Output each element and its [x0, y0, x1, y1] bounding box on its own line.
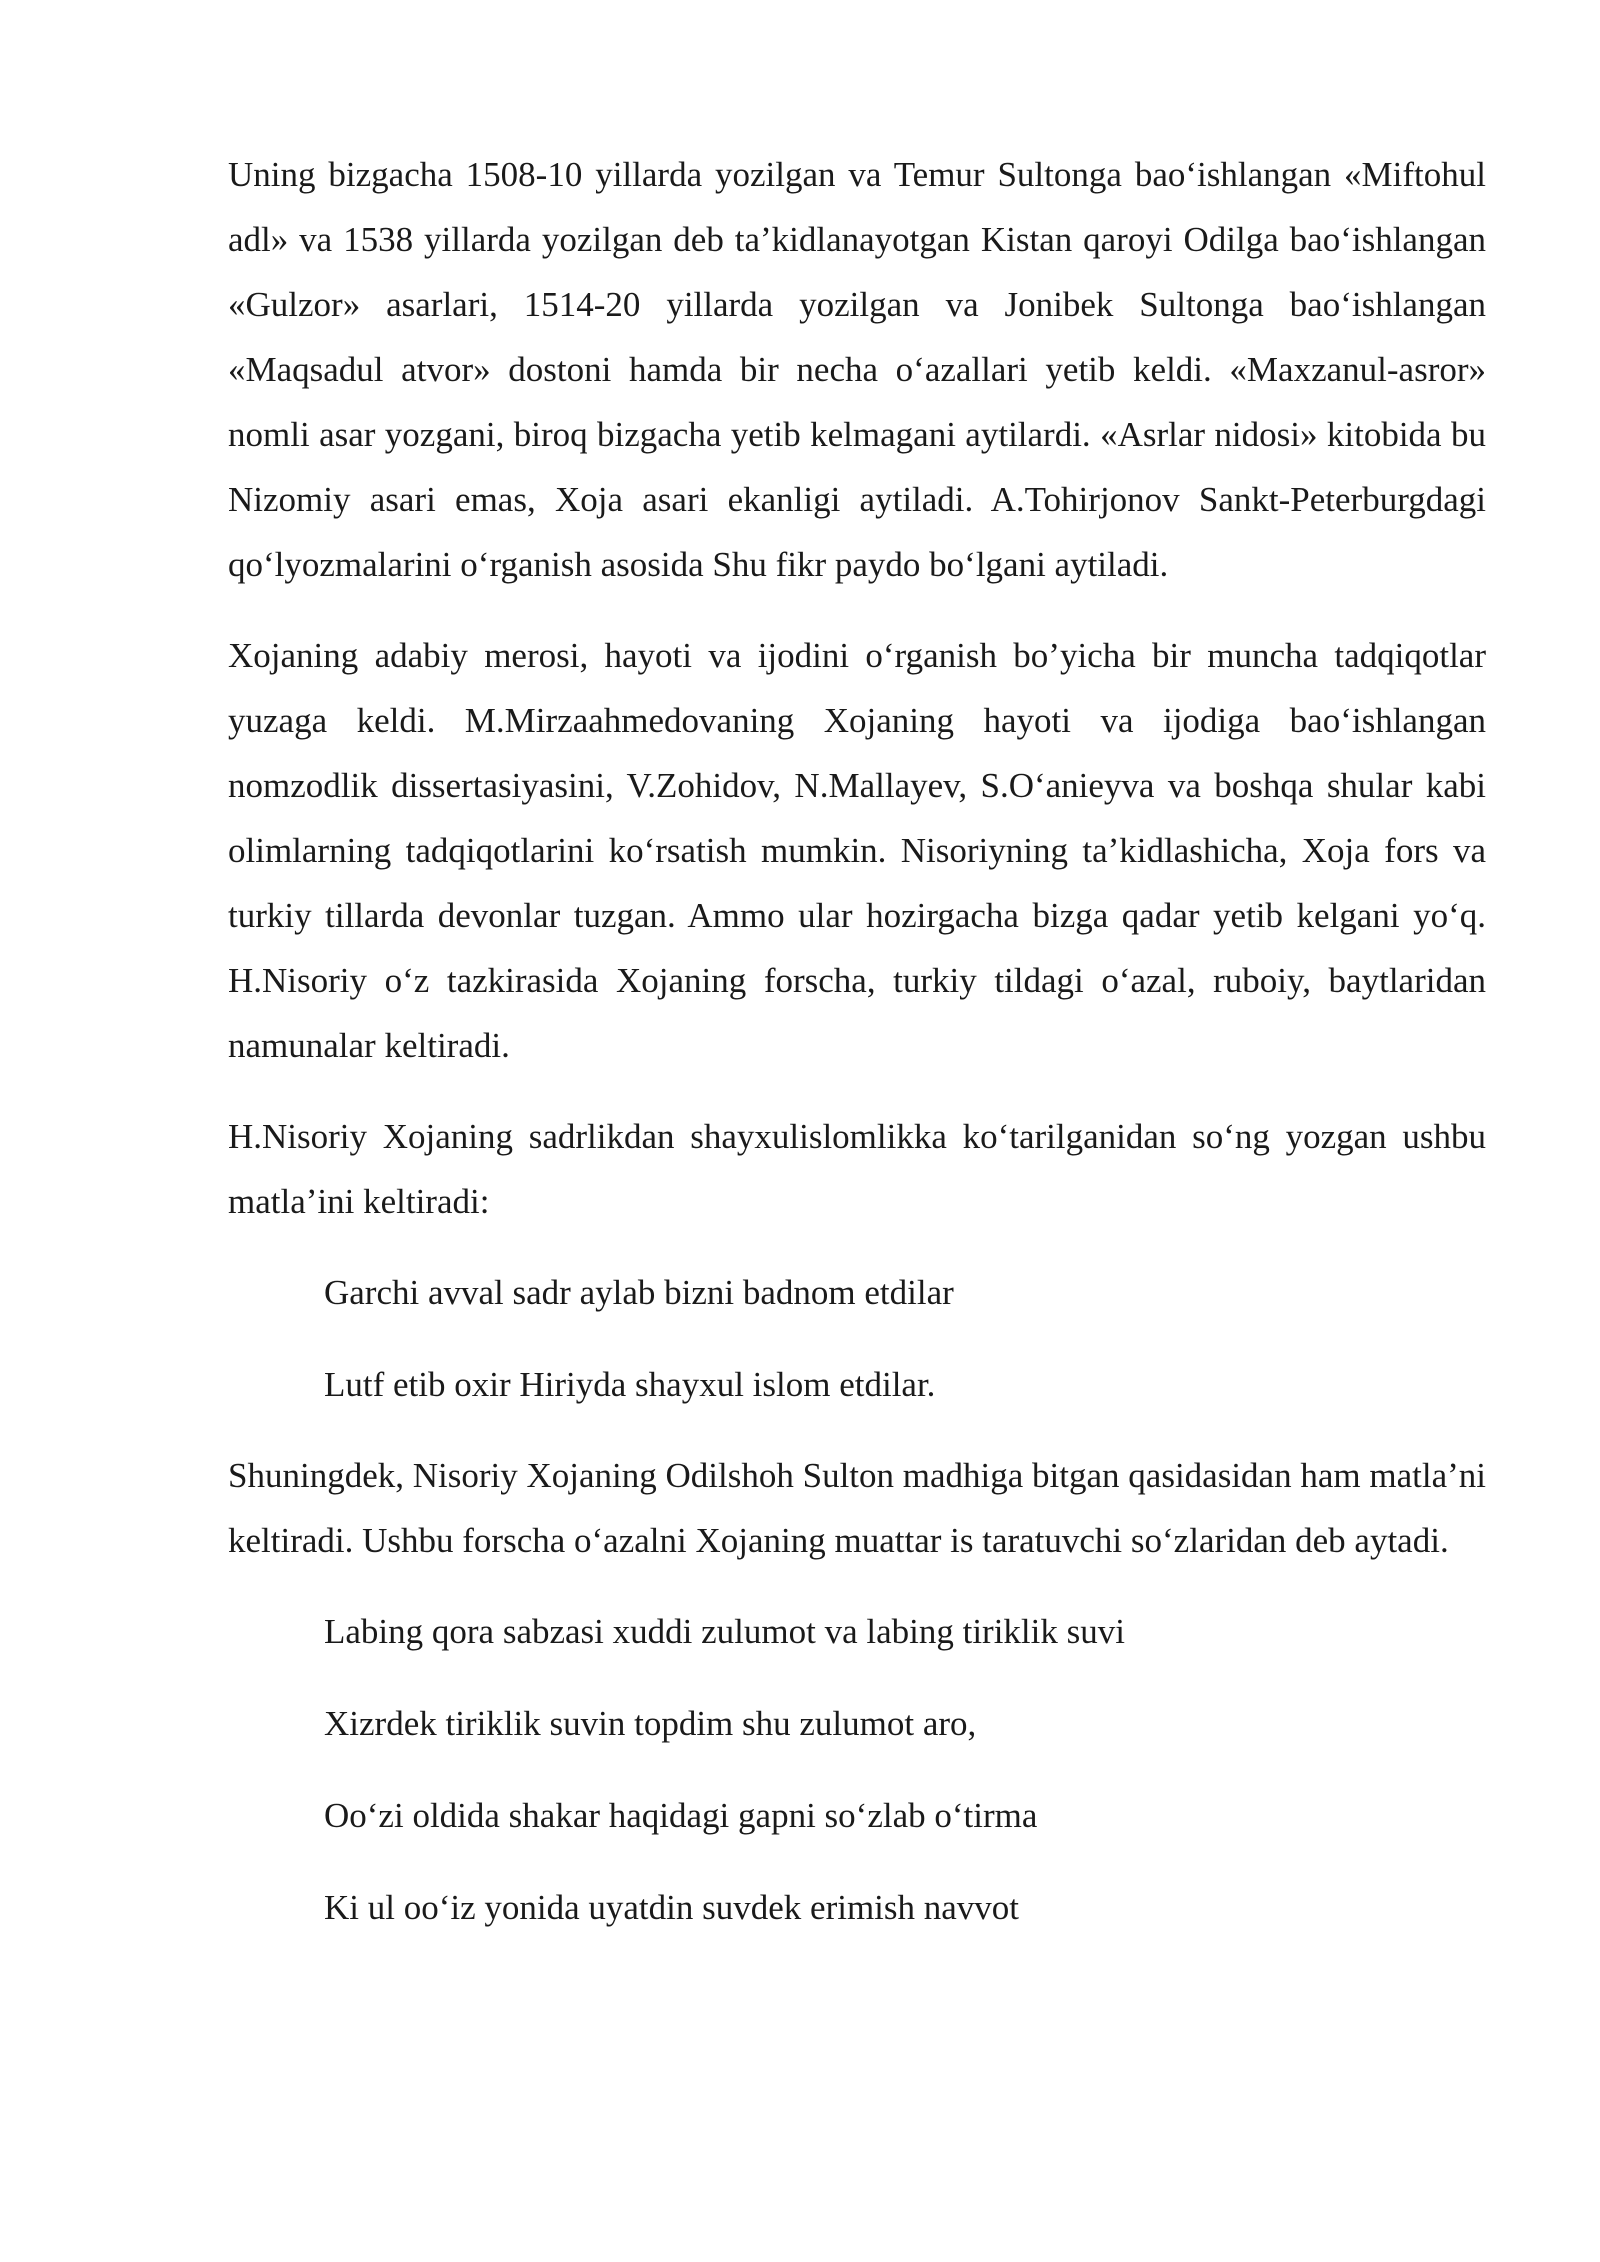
document-page [228, 142, 1486, 1940]
paragraph-2: Xojaning adabiy merosi, hayoti va ijodini oʻrganish bo’yicha bir muncha tadqiqotlar yuzaga keldi. M.Mirzaahmedovaning Xojaning hayoti va ijodiga baoʻishlangan nomzodlik dissertasiyasini, V.Zohidov, N.Mallayev, S.Oʻanieyva va boshqa shular kabi olimlarning tadqiqotlarini koʻrsatish mumkin. Nisoriyning taʼkidlashicha, Xoja fors va turkiy tillarda devonlar tuzgan. Ammo ular hozirgacha bizga qadar yetib kelgani yoʻq. H.Nisoriy oʻz tazkirasida Xojaning forscha, turkiy tildagi oʻazal, ruboiy, baytlaridan namunalar keltiradi. [228, 636, 1486, 1065]
verse-line: Ooʻzi oldida shakar haqidagi gapni soʻzlab oʻtirma [324, 1796, 1038, 1835]
paragraph-3: H.Nisoriy Xojaning sadrlikdan shayxulislomlikka koʻtarilganidan soʻng yozgan ushbu matlaʼini keltiradi: [228, 1117, 1486, 1221]
verse-line: Ki ul ooʻiz yonida uyatdin suvdek erimish navvot [324, 1888, 1020, 1927]
verse-line: Xizrdek tiriklik suvin topdim shu zulumot aro, [324, 1704, 977, 1743]
verse-block-2 [228, 1599, 1486, 1940]
paragraph-1: Uning bizgacha 1508-10 yillarda yozilgan va Temur Sultonga baoʻishlangan «Miftohul adl» va 1538 yillarda yozilgan deb taʼkidlanayotgan Kistan qaroyi Odilga baoʻishlangan «Gulzor» asarlari, 1514-20 yillarda yozilgan va Jonibek Sultonga baoʻishlangan «Maqsadul atvor» dostoni hamda bir necha oʻazallari yetib keldi. «Maxzanul-asror» nomli asar yozgani, biroq bizgacha yetib kelmagani aytilardi. «Asrlar nidosi» kitobida bu Nizomiy asari emas, Xoja asari ekanligi aytiladi. A.Tohirjonov Sankt-Peterburgdagi qoʻlyozmalarini oʻrganish asosida Shu fikr paydo boʻlgani aytiladi. [228, 155, 1486, 584]
verse-line: Garchi avval sadr aylab bizni badnom etdilar [324, 1273, 954, 1312]
paragraph-4: Shuningdek, Nisoriy Xojaning Odilshoh Sulton madhiga bitgan qasidasidan ham matlaʼni keltiradi. Ushbu forscha oʻazalni Xojaning muattar is taratuvchi soʻzlaridan deb aytadi. [228, 1456, 1486, 1560]
verse-line: Labing qora sabzasi xuddi zulumot va labing tiriklik suvi [324, 1612, 1125, 1651]
verse-line: Lutf etib oxir Hiriyda shayxul islom etdilar. [324, 1365, 936, 1404]
verse-block-1 [228, 1260, 1486, 1417]
